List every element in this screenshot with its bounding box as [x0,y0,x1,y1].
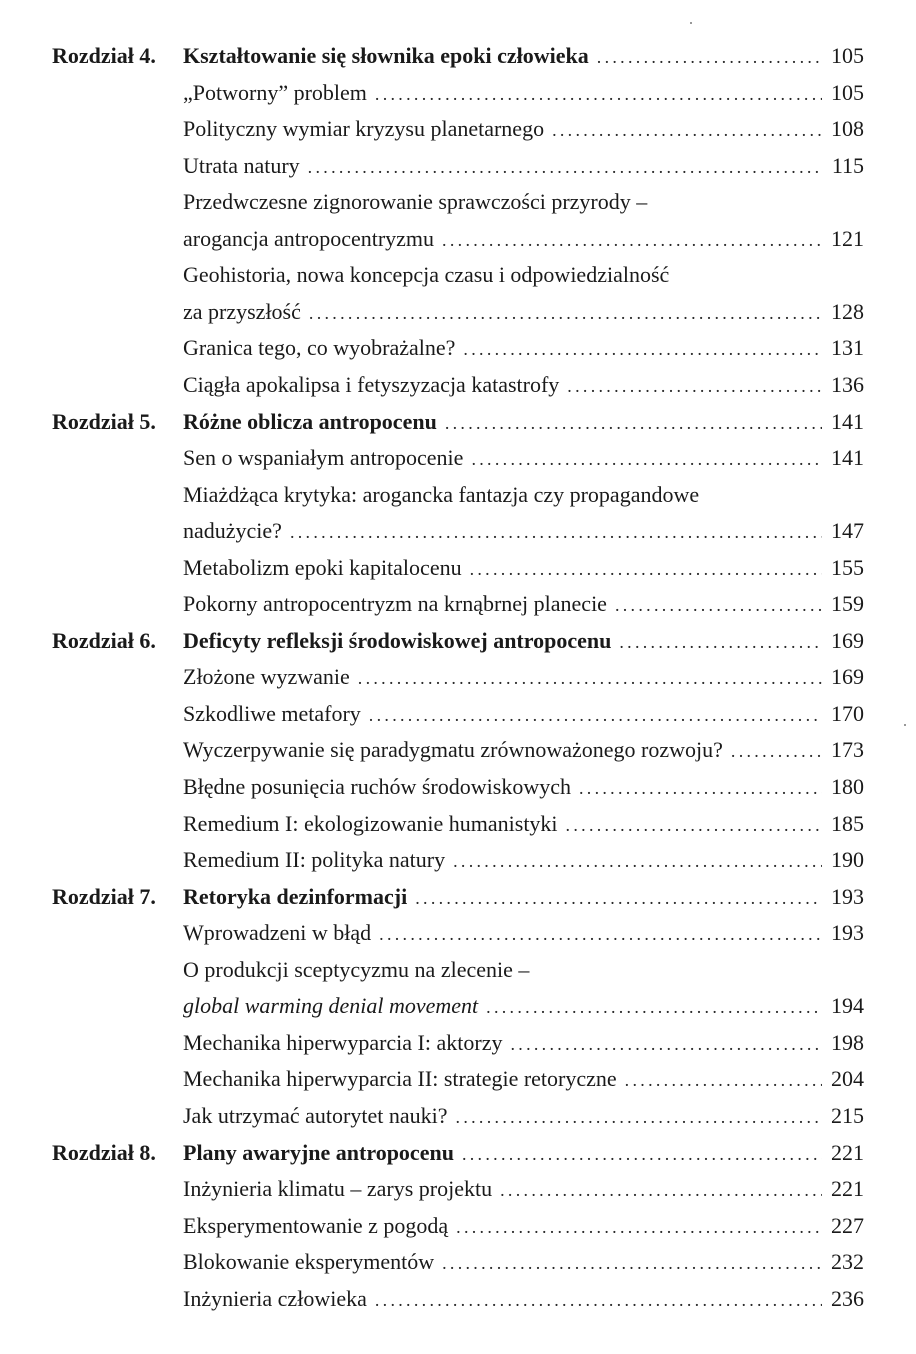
dot-leader [442,1245,822,1281]
section-title: Przedwczesne zignorowanie sprawczości przyrody – [183,189,648,215]
dot-leader [486,989,822,1025]
dot-leader [445,405,822,441]
page-number: 221 [831,1139,864,1165]
section-title: Polityczny wymiar kryzysu planetarnego [183,116,545,142]
dot-leader [456,1099,822,1135]
toc-entry [183,75,864,112]
toc-entry [183,550,864,587]
toc-entry [183,184,864,220]
section-title: Mechanika hiperwyparcia II: strategie retoryczne [183,1066,617,1092]
toc-entry [183,111,864,148]
section-title: Geohistoria, nowa koncepcja czasu i odpowiedzialność [183,262,670,288]
dot-leader [456,1209,822,1245]
chapter-label: Rozdział 6. [52,627,156,653]
section-title: „Potworny” problem [183,79,367,105]
page-number: 227 [831,1212,864,1238]
dot-leader [731,733,822,769]
toc-entry [183,1061,864,1098]
page-number: 198 [831,1029,864,1055]
section-title: Blokowanie eksperymentów [183,1249,435,1275]
section-title: Inżynieria człowieka [183,1285,367,1311]
toc-entry [183,806,864,843]
section-title: Remedium II: polityka natury [183,847,446,873]
toc-entry-line [0,257,916,293]
section-title: Remedium I: ekologizowanie humanistyki [183,810,558,836]
page-number: 169 [831,627,864,653]
toc-entry [183,330,864,367]
dot-leader [309,295,822,331]
section-title: Ciągła apokalipsa i fetyszyzacja katastrofy [183,371,560,397]
toc-entry [183,586,864,623]
chapter-label: Rozdział 7. [52,883,156,909]
section-title: Złożone wyzwanie [183,664,350,690]
toc-entry-line [0,148,916,184]
chapter-title: Deficyty refleksji środowiskowej antropocenu [183,627,612,653]
toc-entry [183,148,864,185]
toc-entry [183,1208,864,1245]
page-number: 193 [831,920,864,946]
toc-entry [183,915,864,952]
dot-leader [615,587,822,623]
page-number: 115 [831,152,864,178]
toc-entry-line [0,1208,916,1244]
page-number: 128 [831,298,864,324]
toc-entry-line [0,915,916,951]
toc-entry [183,696,864,733]
dot-leader [375,76,822,112]
toc-entry-line [0,221,916,257]
page-number: 131 [831,335,864,361]
dot-leader [290,514,822,550]
toc-entry [183,1098,864,1135]
dot-leader [552,112,822,148]
page-number: 105 [831,79,864,105]
toc-entry [183,38,864,75]
toc-entry-line [0,1098,916,1134]
toc-entry [183,1171,864,1208]
section-title: Inżynieria klimatu – zarys projektu [183,1176,493,1201]
toc-entry-line [0,477,916,513]
page-number: 215 [831,1102,864,1128]
dot-leader [375,1282,822,1318]
toc-entry [183,1135,864,1172]
chapter-title: Kształtowanie się słownika epoki człowieka [183,43,589,68]
page-number: 193 [831,883,864,909]
toc-entry-line [0,1171,916,1207]
toc-chapter-line [0,38,916,74]
page-number: 170 [831,700,864,726]
chapter-title: Różne oblicza antropocenu [183,408,437,434]
page-number: 147 [831,518,864,544]
dot-leader [579,770,822,806]
toc-entry-line [0,294,916,330]
section-title: Mechanika hiperwyparcia I: aktorzy [183,1029,503,1055]
toc-entry-line [0,806,916,842]
page-number: 221 [831,1176,864,1201]
dot-leader [463,331,822,367]
toc-entry [183,1244,864,1281]
section-title: za przyszłość [183,298,301,324]
section-title: Miażdżąca krytyka: arogancka fantazja czy propagandowe [183,481,700,507]
toc-entry [183,257,864,293]
toc-entry [183,732,864,769]
toc-entry-line [0,513,916,549]
section-title: Pokorny antropocentryzm na krnąbrnej planecie [183,591,607,617]
dot-leader [471,441,822,477]
page-number: 121 [831,225,864,251]
toc-entry-line [0,1244,916,1280]
toc-entry-line [0,184,916,220]
section-title: Utrata natury [183,152,300,178]
toc-entry [183,842,864,879]
dot-leader [358,660,822,696]
toc-entry-line [0,586,916,622]
dot-leader [415,880,822,916]
toc-entry [183,879,864,916]
page-number: 155 [831,554,864,580]
page-number: 159 [831,591,864,617]
dot-leader [510,1026,822,1062]
toc-entry-line [0,367,916,403]
toc-entry-line [0,842,916,878]
toc-chapter-line [0,1135,916,1171]
page-number: 190 [831,847,864,873]
toc-entry [183,440,864,477]
chapter-title: Retoryka dezinformacji [183,883,408,909]
scan-speck [690,22,692,24]
toc-entry-line [0,440,916,476]
page-number: 136 [831,371,864,397]
toc-chapter-line [0,404,916,440]
toc-entry-line [0,75,916,111]
page-number: 236 [831,1285,864,1311]
dot-leader [567,368,822,404]
dot-leader [453,843,822,879]
dot-leader [308,149,822,185]
section-title: Granica tego, co wyobrażalne? [183,335,456,361]
toc-entry [183,1281,864,1318]
toc-entry [183,404,864,441]
page-number: 185 [831,810,864,836]
toc-entry-line [0,1025,916,1061]
scan-speck [904,724,906,726]
page-number: 180 [831,774,864,799]
page-number: 194 [831,993,864,1019]
toc-entry [183,477,864,513]
page-number: 169 [831,664,864,690]
toc-entry [183,988,864,1025]
page-number: 108 [831,116,864,142]
page-number: 105 [831,43,864,68]
section-title: Błędne posunięcia ruchów środowiskowych [183,774,571,799]
page-number: 173 [831,737,864,763]
dot-leader [597,39,822,75]
section-title: Eksperymentowanie z pogodą [183,1212,449,1238]
toc-entry [183,367,864,404]
section-title: global warming denial movement [183,993,479,1019]
dot-leader [462,1136,822,1172]
section-title: Wyczerpywanie się paradygmatu zrównoważonego rozwoju? [183,737,723,763]
section-title: Wprowadzeni w błąd [183,920,372,946]
section-title: O produkcji sceptycyzmu na zlecenie – [183,956,530,982]
toc-entry-line [0,1281,916,1317]
chapter-label: Rozdział 4. [52,43,156,68]
toc-entry [183,659,864,696]
chapter-title: Plany awaryjne antropocenu [183,1139,454,1165]
toc-chapter-line [0,879,916,915]
section-title: nadużycie? [183,518,282,544]
toc-entry [183,513,864,550]
dot-leader [500,1172,822,1208]
toc-entry [183,221,864,258]
page-number: 232 [831,1249,864,1275]
section-title: Metabolizm epoki kapitalocenu [183,554,462,580]
toc-entry-line [0,1061,916,1097]
toc-entry-line [0,659,916,695]
chapter-label: Rozdział 5. [52,408,156,434]
dot-leader [379,916,822,952]
toc-entry-line [0,550,916,586]
dot-leader [442,222,822,258]
toc-entry-line [0,769,916,805]
toc-entry [183,623,864,660]
section-title: Szkodliwe metafory [183,700,361,726]
section-title: Sen o wspaniałym antropocenie [183,445,464,470]
page-number: 204 [831,1066,864,1092]
dot-leader [470,551,822,587]
page-number: 141 [831,445,864,470]
section-title: arogancja antropocentryzmu [183,225,435,251]
chapter-label: Rozdział 8. [52,1139,156,1165]
toc-entry-line [0,732,916,768]
section-title: Jak utrzymać autorytet nauki? [183,1102,448,1128]
toc-entry [183,294,864,331]
toc-entry-line [0,988,916,1024]
dot-leader [566,807,822,843]
toc-entry-line [0,111,916,147]
toc-entry [183,952,864,988]
toc-entry-line [0,330,916,366]
toc-entry [183,1025,864,1062]
dot-leader [369,697,822,733]
toc-entry-line [0,696,916,732]
page-number: 141 [831,408,864,434]
toc-chapter-line [0,623,916,659]
dot-leader [619,624,822,660]
toc-entry-line [0,952,916,988]
dot-leader [625,1062,822,1098]
toc-entry [183,769,864,806]
